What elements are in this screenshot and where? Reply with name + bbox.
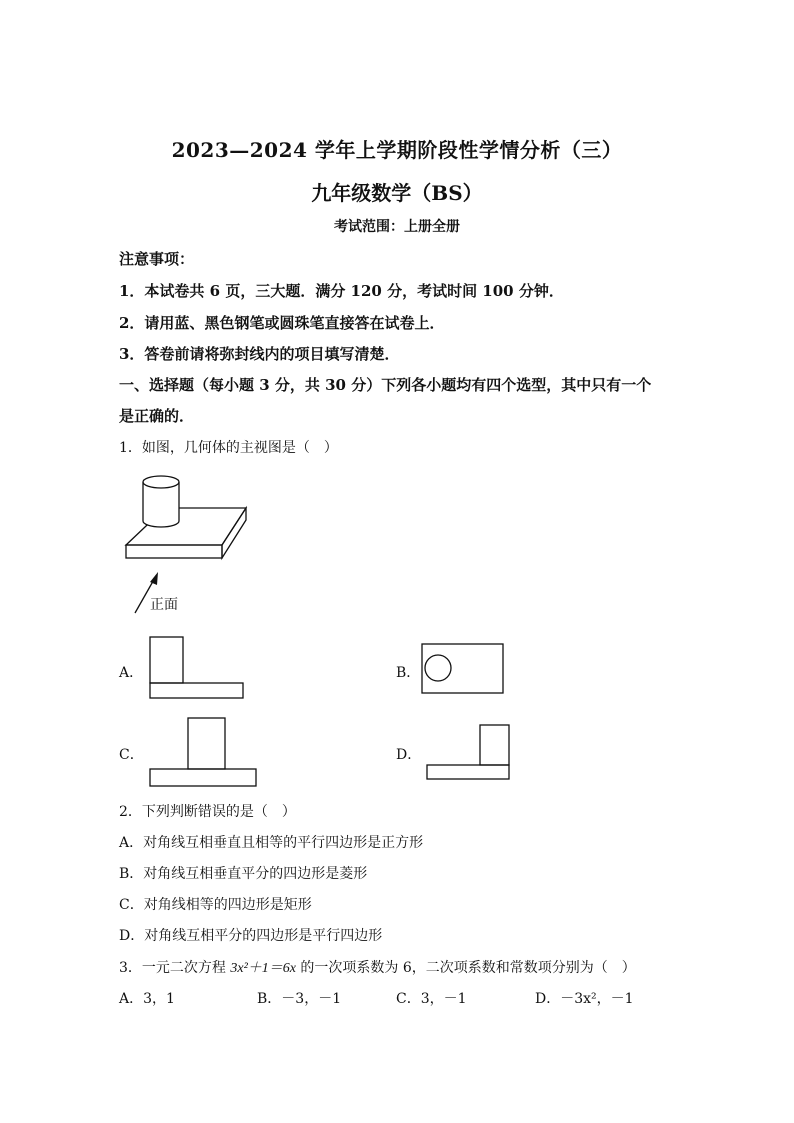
section-heading-cont: 是正确的． bbox=[119, 407, 195, 425]
notes-heading: 注意事项： bbox=[119, 250, 195, 268]
question-2-option-b[interactable]: B．对角线互相垂直平分的四边形是菱形 bbox=[119, 866, 368, 882]
section-heading: 一、选择题（每小题 3 分，共 30 分）下列各小题均有四个选型，其中只有一个 bbox=[119, 376, 652, 394]
question-3-option-a[interactable]: A．3，1 bbox=[119, 991, 175, 1007]
question-3-stem-pre: 3．一元二次方程 bbox=[119, 960, 231, 976]
option-b-label[interactable]: B． bbox=[396, 665, 421, 681]
option-d-label[interactable]: D． bbox=[396, 747, 422, 763]
question-3-equation: 3x²＋1＝6x bbox=[230, 961, 296, 976]
exam-scope: 考试范围：上册全册 bbox=[334, 219, 460, 235]
question-3-stem-post: 的一次项系数为 6，二次项系数和常数项分别为（ ） bbox=[295, 960, 636, 976]
note-item: 1．本试卷共 6 页，三大题．满分 120 分，考试时间 100 分钟． bbox=[119, 282, 564, 300]
exam-title: 2023—2024 学年上学期阶段性学情分析（三） bbox=[171, 138, 623, 162]
question-2-option-a[interactable]: A．对角线互相垂直且相等的平行四边形是正方形 bbox=[119, 835, 424, 851]
front-label: 正面 bbox=[150, 597, 178, 613]
exam-subtitle: 九年级数学（BS） bbox=[311, 181, 483, 205]
option-c-label[interactable]: C． bbox=[119, 747, 144, 763]
note-item: 2．请用蓝、黑色钢笔或圆珠笔直接答在试卷上． bbox=[119, 314, 445, 332]
question-3-option-c[interactable]: C．3，－1 bbox=[396, 991, 467, 1007]
question-3-stem bbox=[119, 957, 636, 977]
question-2-option-c[interactable]: C．对角线相等的四边形是矩形 bbox=[119, 897, 312, 913]
question-2-option-d[interactable]: D．对角线互相平分的四边形是平行四边形 bbox=[119, 928, 383, 944]
question-3-option-b[interactable]: B．－3，－1 bbox=[257, 991, 342, 1007]
option-a-label[interactable]: A． bbox=[119, 665, 144, 681]
question-1-stem: 1．如图，几何体的主视图是（ ） bbox=[119, 440, 338, 456]
question-3-option-d[interactable]: D．－3x²，－1 bbox=[535, 991, 634, 1007]
question-2-stem: 2．下列判断错误的是（ ） bbox=[119, 804, 296, 820]
note-item: 3．答卷前请将弥封线内的项目填写清楚． bbox=[119, 345, 400, 363]
